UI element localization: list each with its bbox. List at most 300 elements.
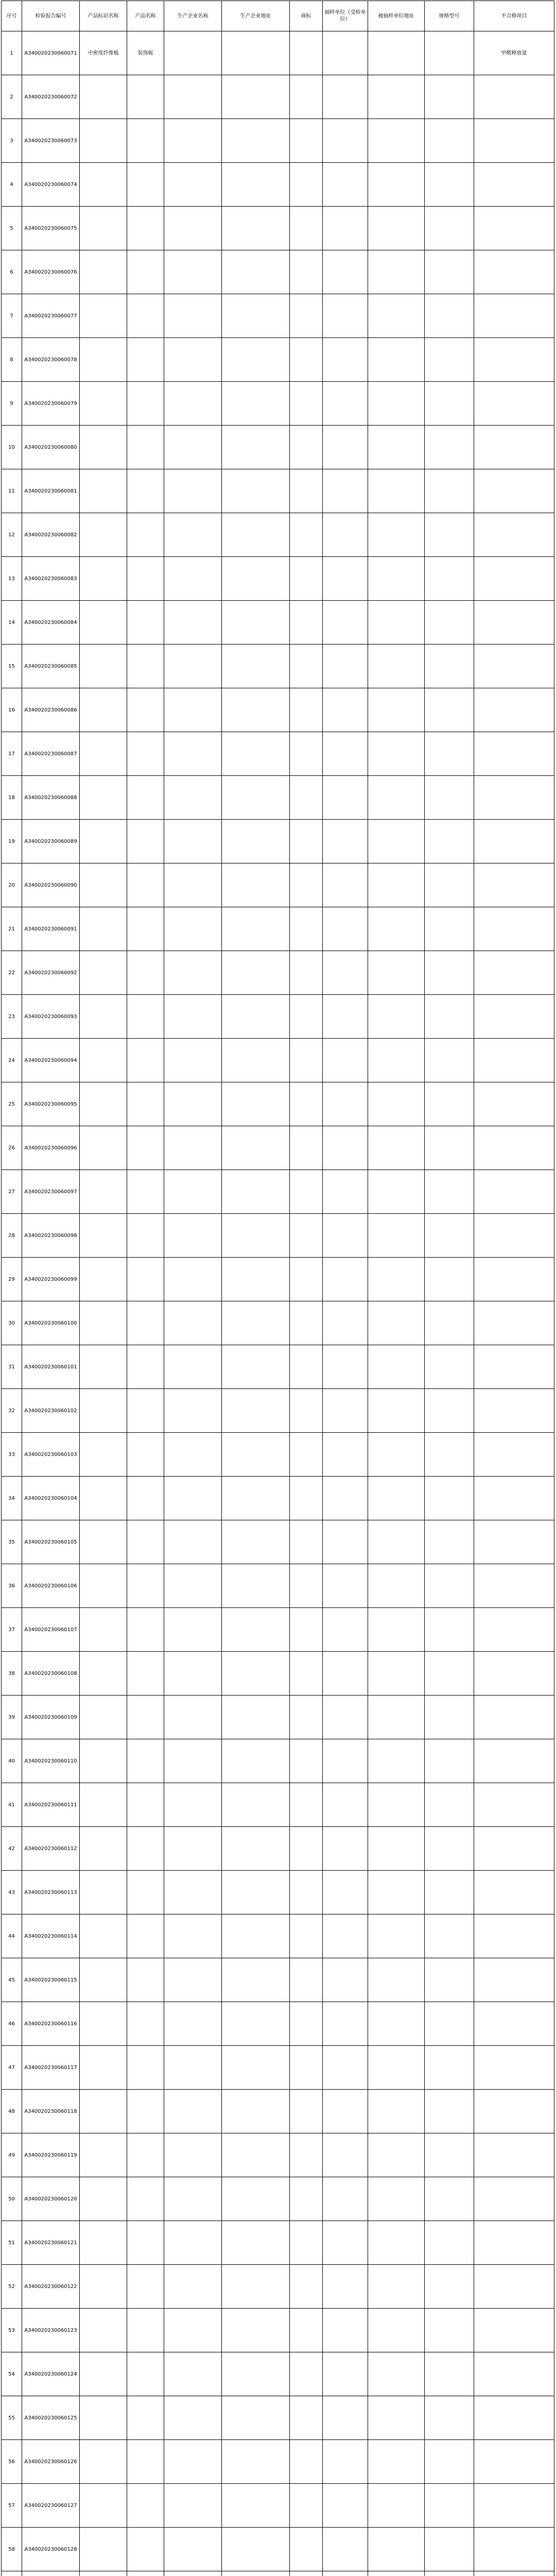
cell-trademark [290,1258,323,1301]
cell-sampled-address [368,1827,425,1871]
cell-product-name [127,1258,164,1301]
cell-sampled-unit [323,338,368,382]
cell-failed-item [474,601,554,645]
cell-product-label [80,2002,127,2046]
cell-manufacturer [164,1214,222,1258]
cell-sampled-address [368,1739,425,1783]
cell-sampled-address [368,1345,425,1389]
cell-manufacturer-address [222,2484,290,2528]
cell-sampled-address [368,2571,425,2576]
cell-trademark [290,1433,323,1477]
header-product-name: 产品名称 [127,1,164,31]
cell-product-name [127,645,164,688]
cell-sampled-unit [323,1520,368,1564]
cell-spec [425,1564,474,1608]
cell-manufacturer [164,469,222,513]
cell-failed-item [474,732,554,776]
cell-trademark [290,1520,323,1564]
cell-trademark [290,1608,323,1652]
table-row [2,1477,554,1520]
cell-failed-item [474,294,554,338]
cell-product-name [127,119,164,163]
cell-spec [425,820,474,863]
cell-manufacturer [164,645,222,688]
cell-trademark [290,2352,323,2396]
cell-product-name [127,207,164,250]
cell-spec [425,2309,474,2352]
cell-manufacturer [164,1652,222,1696]
cell-seq: 52 [2,2265,22,2309]
cell-product-name [127,1914,164,1958]
cell-product-label [80,1827,127,1871]
cell-seq: 3 [2,119,22,163]
cell-manufacturer-address [222,1170,290,1214]
cell-sampled-unit [323,1608,368,1652]
cell-product-name [127,601,164,645]
cell-manufacturer-address [222,2177,290,2221]
cell-failed-item [474,2177,554,2221]
cell-spec [425,2396,474,2440]
cell-report-code: A340020230060086 [22,688,80,732]
cell-seq: 25 [2,1082,22,1126]
table-row [2,1258,554,1301]
table-row [2,1345,554,1389]
cell-spec [425,2002,474,2046]
cell-failed-item [474,1433,554,1477]
table-row [2,2440,554,2484]
cell-report-code: A340020230060088 [22,776,80,820]
cell-report-code: A340020230060110 [22,1739,80,1783]
cell-sampled-address [368,2265,425,2309]
cell-sampled-unit [323,31,368,75]
cell-product-name [127,995,164,1039]
cell-product-label: 中密度纤维板 [80,31,127,75]
cell-sampled-address [368,1914,425,1958]
cell-manufacturer [164,207,222,250]
table-row [2,2221,554,2265]
cell-spec [425,2528,474,2571]
cell-manufacturer-address [222,207,290,250]
cell-failed-item [474,75,554,119]
table-row [2,951,554,995]
cell-failed-item [474,1564,554,1608]
cell-spec [425,907,474,951]
cell-sampled-unit [323,2352,368,2396]
cell-product-name [127,2133,164,2177]
cell-manufacturer [164,1258,222,1301]
cell-report-code: A340020230060094 [22,1039,80,1082]
cell-product-name [127,2528,164,2571]
cell-product-name [127,1389,164,1433]
cell-product-label [80,1258,127,1301]
cell-manufacturer-address [222,1783,290,1827]
cell-sampled-unit [323,557,368,601]
cell-manufacturer [164,2440,222,2484]
cell-sampled-unit [323,2133,368,2177]
cell-product-label [80,2484,127,2528]
cell-failed-item [474,1258,554,1301]
cell-sampled-unit [323,119,368,163]
cell-manufacturer-address [222,863,290,907]
cell-manufacturer [164,907,222,951]
cell-sampled-address [368,2352,425,2396]
cell-sampled-address [368,1958,425,2002]
cell-sampled-address [368,645,425,688]
cell-report-code: A340020230060099 [22,1258,80,1301]
table-row [2,557,554,601]
cell-spec [425,1301,474,1345]
cell-spec [425,2265,474,2309]
cell-trademark [290,1914,323,1958]
cell-sampled-unit [323,2484,368,2528]
header-row [2,1,554,31]
cell-seq: 15 [2,645,22,688]
cell-spec [425,995,474,1039]
cell-trademark [290,119,323,163]
cell-product-label [80,294,127,338]
cell-product-label [80,1301,127,1345]
cell-seq: 35 [2,1520,22,1564]
cell-report-code: A340020230060107 [22,1608,80,1652]
cell-manufacturer [164,688,222,732]
cell-trademark [290,2440,323,2484]
cell-failed-item [474,2133,554,2177]
cell-sampled-unit [323,1827,368,1871]
cell-manufacturer [164,2133,222,2177]
cell-trademark [290,557,323,601]
cell-sampled-address [368,907,425,951]
cell-manufacturer [164,426,222,469]
cell-manufacturer [164,1520,222,1564]
cell-manufacturer-address [222,2440,290,2484]
cell-failed-item: 甲醛释放量 [474,31,554,75]
cell-spec [425,601,474,645]
cell-manufacturer-address [222,1696,290,1739]
cell-manufacturer [164,382,222,426]
cell-manufacturer [164,1477,222,1520]
cell-sampled-unit [323,1039,368,1082]
cell-spec [425,2352,474,2396]
cell-spec [425,951,474,995]
cell-trademark [290,382,323,426]
cell-sampled-address [368,426,425,469]
header-sampled-unit: 抽样单位（受检单位） [323,1,368,31]
cell-manufacturer-address [222,1520,290,1564]
cell-seq: 41 [2,1783,22,1827]
cell-spec [425,2090,474,2133]
cell-product-name [127,2221,164,2265]
cell-sampled-unit [323,1345,368,1389]
cell-seq: 14 [2,601,22,645]
table-row [2,2177,554,2221]
cell-seq: 30 [2,1301,22,1345]
cell-report-code: A340020230060128 [22,2528,80,2571]
cell-product-name [127,1827,164,1871]
cell-product-label [80,163,127,207]
cell-product-label [80,557,127,601]
cell-failed-item [474,820,554,863]
cell-trademark [290,1389,323,1433]
cell-sampled-unit [323,2528,368,2571]
cell-sampled-unit [323,1914,368,1958]
cell-failed-item [474,2265,554,2309]
table-row [2,1608,554,1652]
cell-failed-item [474,2528,554,2571]
cell-failed-item [474,2221,554,2265]
header-product-label: 产品标识名称 [80,1,127,31]
cell-failed-item [474,207,554,250]
cell-manufacturer [164,1696,222,1739]
cell-product-label [80,1564,127,1608]
cell-sampled-unit [323,645,368,688]
cell-product-name [127,163,164,207]
cell-seq: 9 [2,382,22,426]
cell-manufacturer-address [222,1739,290,1783]
table-row [2,2002,554,2046]
cell-sampled-address [368,119,425,163]
cell-manufacturer-address [222,1345,290,1389]
cell-seq: 34 [2,1477,22,1520]
cell-product-name [127,1739,164,1783]
table-row [2,645,554,688]
cell-seq: 58 [2,2528,22,2571]
cell-report-code: A340020230060104 [22,1477,80,1520]
cell-sampled-address [368,513,425,557]
cell-manufacturer-address [222,2221,290,2265]
cell-trademark [290,1958,323,2002]
cell-product-name [127,250,164,294]
table-row [2,601,554,645]
cell-product-name [127,557,164,601]
cell-product-name [127,1170,164,1214]
cell-product-name [127,2396,164,2440]
cell-manufacturer [164,1608,222,1652]
cell-product-label [80,2046,127,2090]
cell-sampled-unit [323,1958,368,2002]
cell-spec [425,31,474,75]
cell-failed-item [474,1958,554,2002]
cell-spec [425,250,474,294]
cell-sampled-address [368,1608,425,1652]
cell-sampled-unit [323,1871,368,1914]
cell-spec [425,1783,474,1827]
cell-failed-item [474,338,554,382]
table-row [2,1170,554,1214]
cell-seq: 1 [2,31,22,75]
cell-spec [425,1433,474,1477]
cell-failed-item [474,645,554,688]
cell-spec [425,776,474,820]
cell-trademark [290,951,323,995]
cell-product-label [80,951,127,995]
cell-sampled-address [368,2484,425,2528]
cell-failed-item [474,1696,554,1739]
cell-spec [425,1871,474,1914]
cell-product-name [127,2046,164,2090]
cell-manufacturer-address [222,645,290,688]
cell-failed-item [474,1652,554,1696]
cell-manufacturer [164,1126,222,1170]
cell-product-name: 装饰板 [127,31,164,75]
cell-product-label [80,907,127,951]
cell-product-label [80,1783,127,1827]
cell-report-code: A340020230060079 [22,382,80,426]
cell-trademark [290,75,323,119]
cell-spec [425,1739,474,1783]
cell-manufacturer [164,951,222,995]
cell-seq: 19 [2,820,22,863]
cell-product-name [127,1696,164,1739]
cell-spec [425,75,474,119]
cell-trademark [290,601,323,645]
cell-failed-item [474,1871,554,1914]
header-report-code: 检验报告编号 [22,1,80,31]
cell-seq: 51 [2,2221,22,2265]
cell-report-code: A340020230060123 [22,2309,80,2352]
cell-report-code: A340020230060081 [22,469,80,513]
cell-spec [425,1477,474,1520]
cell-sampled-address [368,2396,425,2440]
cell-spec [425,1039,474,1082]
cell-manufacturer-address [222,907,290,951]
cell-sampled-address [368,1477,425,1520]
cell-seq: 5 [2,207,22,250]
table-row [2,1082,554,1126]
cell-product-label [80,688,127,732]
cell-report-code: A340020230060126 [22,2440,80,2484]
cell-seq: 4 [2,163,22,207]
cell-failed-item [474,250,554,294]
cell-sampled-unit [323,426,368,469]
cell-seq: 39 [2,1696,22,1739]
cell-spec [425,1958,474,2002]
cell-failed-item [474,513,554,557]
cell-spec [425,1214,474,1258]
cell-product-name [127,2352,164,2396]
cell-sampled-unit [323,1783,368,1827]
cell-sampled-unit [323,2177,368,2221]
cell-manufacturer-address [222,2352,290,2396]
cell-manufacturer-address [222,294,290,338]
table-row [2,513,554,557]
table-row [2,163,554,207]
cell-failed-item [474,1389,554,1433]
cell-sampled-unit [323,163,368,207]
cell-seq: 29 [2,1258,22,1301]
cell-manufacturer [164,338,222,382]
cell-manufacturer-address [222,1082,290,1126]
table-row [2,1126,554,1170]
cell-trademark [290,1739,323,1783]
cell-spec [425,1520,474,1564]
cell-failed-item [474,557,554,601]
cell-manufacturer-address [222,1608,290,1652]
cell-spec [425,2046,474,2090]
cell-manufacturer-address [222,2396,290,2440]
cell-manufacturer [164,2046,222,2090]
cell-product-label [80,1126,127,1170]
cell-manufacturer-address [222,995,290,1039]
cell-seq: 48 [2,2090,22,2133]
cell-failed-item [474,2309,554,2352]
cell-report-code: A340020230060084 [22,601,80,645]
cell-report-code: A340020230060076 [22,250,80,294]
cell-sampled-unit [323,1477,368,1520]
cell-product-label [80,1345,127,1389]
cell-manufacturer-address [222,2046,290,2090]
cell-sampled-address [368,2090,425,2133]
cell-manufacturer [164,1039,222,1082]
header-manufacturer-address: 生产企业地址 [222,1,290,31]
cell-spec [425,382,474,426]
cell-product-name [127,426,164,469]
cell-failed-item [474,863,554,907]
cell-trademark [290,1345,323,1389]
cell-product-label [80,1039,127,1082]
cell-product-name [127,863,164,907]
cell-trademark [290,513,323,557]
cell-sampled-unit [323,2090,368,2133]
cell-product-label [80,1914,127,1958]
table-row [2,1389,554,1433]
cell-spec [425,426,474,469]
cell-sampled-address [368,469,425,513]
cell-manufacturer-address [222,338,290,382]
cell-product-name [127,1345,164,1389]
cell-trademark [290,995,323,1039]
table-row [2,1696,554,1739]
cell-product-label [80,1082,127,1126]
cell-manufacturer-address [222,1477,290,1520]
cell-sampled-address [368,995,425,1039]
cell-product-label [80,601,127,645]
cell-product-label [80,2352,127,2396]
cell-manufacturer-address [222,1433,290,1477]
cell-manufacturer-address [222,513,290,557]
cell-report-code: A340020230060108 [22,1652,80,1696]
cell-product-name [127,1126,164,1170]
cell-seq: 57 [2,2484,22,2528]
cell-sampled-address [368,2221,425,2265]
cell-product-label [80,1214,127,1258]
cell-sampled-address [368,1871,425,1914]
cell-spec [425,2484,474,2528]
cell-report-code: A340020230060106 [22,1564,80,1608]
cell-report-code: A340020230060074 [22,163,80,207]
cell-failed-item [474,1082,554,1126]
cell-report-code: A340020230060096 [22,1126,80,1170]
cell-manufacturer [164,1301,222,1345]
cell-sampled-unit [323,732,368,776]
table-row [2,2046,554,2090]
cell-product-label [80,1433,127,1477]
cell-spec [425,1696,474,1739]
cell-sampled-unit [323,382,368,426]
header-seq: 序号 [2,1,22,31]
cell-manufacturer-address [222,2528,290,2571]
cell-trademark [290,469,323,513]
cell-report-code: A340020230060093 [22,995,80,1039]
cell-spec [425,207,474,250]
cell-spec [425,1345,474,1389]
cell-seq: 16 [2,688,22,732]
cell-trademark [290,688,323,732]
cell-seq: 37 [2,1608,22,1652]
cell-sampled-address [368,2440,425,2484]
cell-manufacturer [164,2309,222,2352]
cell-product-label [80,207,127,250]
cell-failed-item [474,1214,554,1258]
